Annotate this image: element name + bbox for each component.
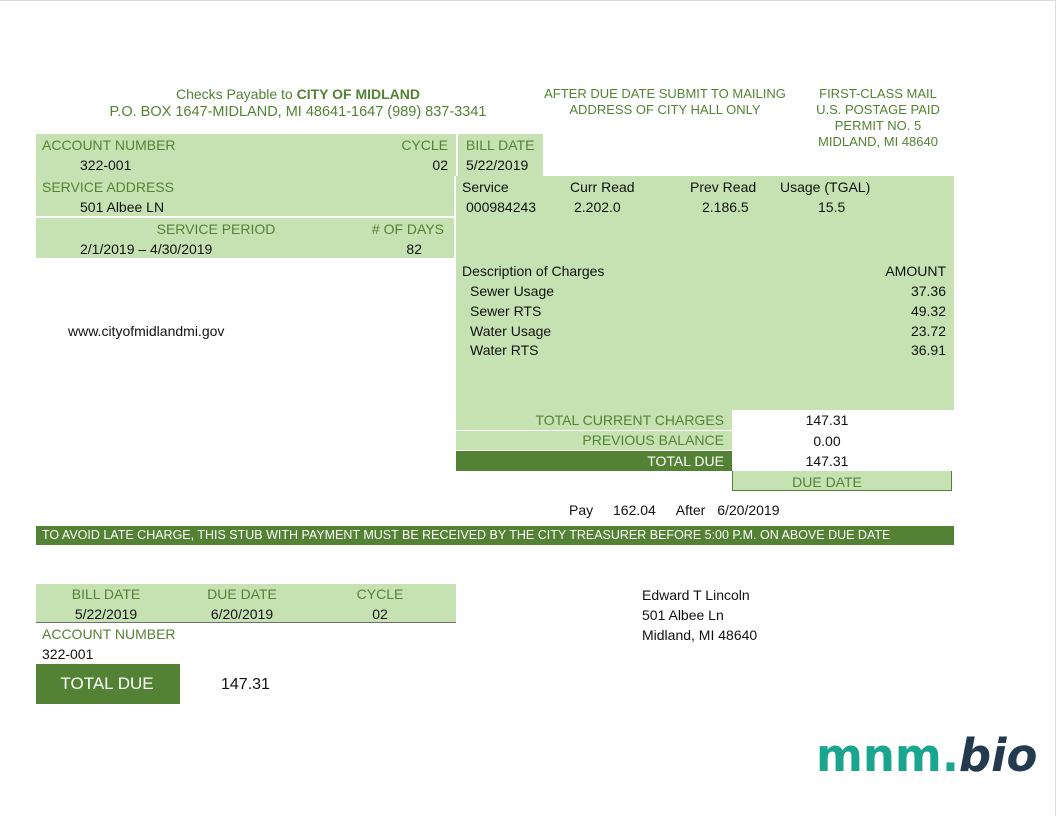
postage-line-4: MIDLAND, MI 48640 (818, 134, 938, 149)
charges-description-label: Description of Charges (462, 263, 605, 279)
account-number-value: 322-001 (80, 157, 132, 173)
stub-due-date-value: 6/20/2019 (210, 606, 274, 622)
stub-cycle-label: CYCLE (356, 586, 404, 602)
total-current-charges-value: 147.31 (805, 412, 849, 428)
stub-bill-date-label: BILL DATE (71, 586, 141, 602)
charge-item-name: Sewer RTS (470, 303, 542, 319)
postage-line-2: U.S. POSTAGE PAID (816, 102, 940, 117)
late-charge-notice: TO AVOID LATE CHARGE, THIS STUB WITH PAYMENT MUST BE RECEIVED BY THE CITY TREASURER BEFORE 5:00 P.M. ON ABOVE DUE DATE (42, 528, 891, 542)
watermark-right: bio (958, 729, 1038, 782)
service-address-value: 501 Albee LN (80, 199, 165, 215)
watermark-left: mnm. (816, 729, 959, 782)
meter-header-prev-read: Prev Read (690, 179, 757, 195)
recipient-street: 501 Albee Ln (642, 607, 724, 623)
website-link[interactable]: www.cityofmidlandmi.gov (68, 323, 225, 339)
charge-item-name: Water RTS (470, 342, 539, 358)
total-due-label: TOTAL DUE (647, 453, 724, 469)
service-period-value: 2/1/2019 – 4/30/2019 (80, 241, 213, 257)
bill-date-value: 5/22/2019 (466, 157, 529, 173)
cycle-value: 02 (432, 157, 448, 173)
total-due-value: 147.31 (805, 453, 849, 469)
mnm-bio-watermark (816, 726, 1037, 786)
meter-header-usage: Usage (TGAL) (780, 179, 871, 195)
charge-item-name: Water Usage (470, 323, 552, 339)
city-address-line: P.O. BOX 1647-MIDLAND, MI 48641-1647 (989) 837-3341 (109, 104, 487, 120)
service-period-label: SERVICE PERIOD (156, 221, 276, 237)
meter-value-service: 000984243 (466, 199, 537, 215)
pay-line (569, 500, 780, 520)
bill-date-label: BILL DATE (466, 137, 535, 153)
charge-item-amount: 49.32 (910, 303, 946, 319)
recipient-name: Edward T Lincoln (642, 587, 750, 603)
charge-item-name: Sewer Usage (470, 283, 555, 299)
after-due-notice-2: ADDRESS OF CITY HALL ONLY (569, 102, 761, 117)
charges-amount-label: AMOUNT (885, 263, 946, 279)
stub-total-due-label: TOTAL DUE (60, 674, 154, 693)
pay-value: 162.04 (613, 502, 656, 518)
stub-due-date-label: DUE DATE (207, 586, 277, 602)
previous-balance-label: PREVIOUS BALANCE (582, 432, 724, 448)
meter-header-service: Service (462, 179, 509, 195)
meter-header-curr-read: Curr Read (570, 179, 635, 195)
payable-prefix: Checks Payable to (175, 86, 293, 102)
meter-value-prev-read: 2.186.5 (702, 199, 749, 215)
bill-date-divider (456, 134, 458, 176)
stub-bill-date-value: 5/22/2019 (74, 606, 138, 622)
previous-balance-value: 0.00 (813, 433, 841, 449)
days-label: # OF DAYS (371, 221, 444, 237)
service-address-label: SERVICE ADDRESS (42, 179, 175, 195)
stub-account-value: 322-001 (42, 646, 94, 662)
total-current-charges-label: TOTAL CURRENT CHARGES (535, 412, 724, 428)
after-due-notice-1: AFTER DUE DATE SUBMIT TO MAILING (544, 86, 786, 101)
charge-item-amount: 36.91 (910, 342, 946, 358)
account-number-label: ACCOUNT NUMBER (42, 137, 176, 153)
page-border-top (0, 0, 1056, 1)
cycle-label: CYCLE (401, 137, 448, 153)
due-date-label: DUE DATE (792, 474, 862, 490)
stub-cycle-value: 02 (372, 606, 388, 622)
after-label: After (675, 502, 706, 518)
postage-line-3: PERMIT NO. 5 (834, 118, 922, 133)
meter-value-usage: 15.5 (818, 199, 846, 215)
charge-item-amount: 23.72 (910, 323, 946, 339)
payable-line (36, 84, 560, 104)
stub-account-label: ACCOUNT NUMBER (42, 626, 176, 642)
stub-total-due-value: 147.31 (221, 676, 270, 693)
days-value: 82 (406, 241, 422, 257)
after-value: 6/20/2019 (717, 502, 780, 518)
charge-item-amount: 37.36 (910, 283, 946, 299)
recipient-city: Midland, MI 48640 (642, 627, 758, 643)
payable-name: CITY OF MIDLAND (296, 86, 421, 102)
meter-value-curr-read: 2.202.0 (574, 199, 621, 215)
pay-label: Pay (569, 502, 594, 518)
postage-line-1: FIRST-CLASS MAIL (819, 86, 937, 101)
